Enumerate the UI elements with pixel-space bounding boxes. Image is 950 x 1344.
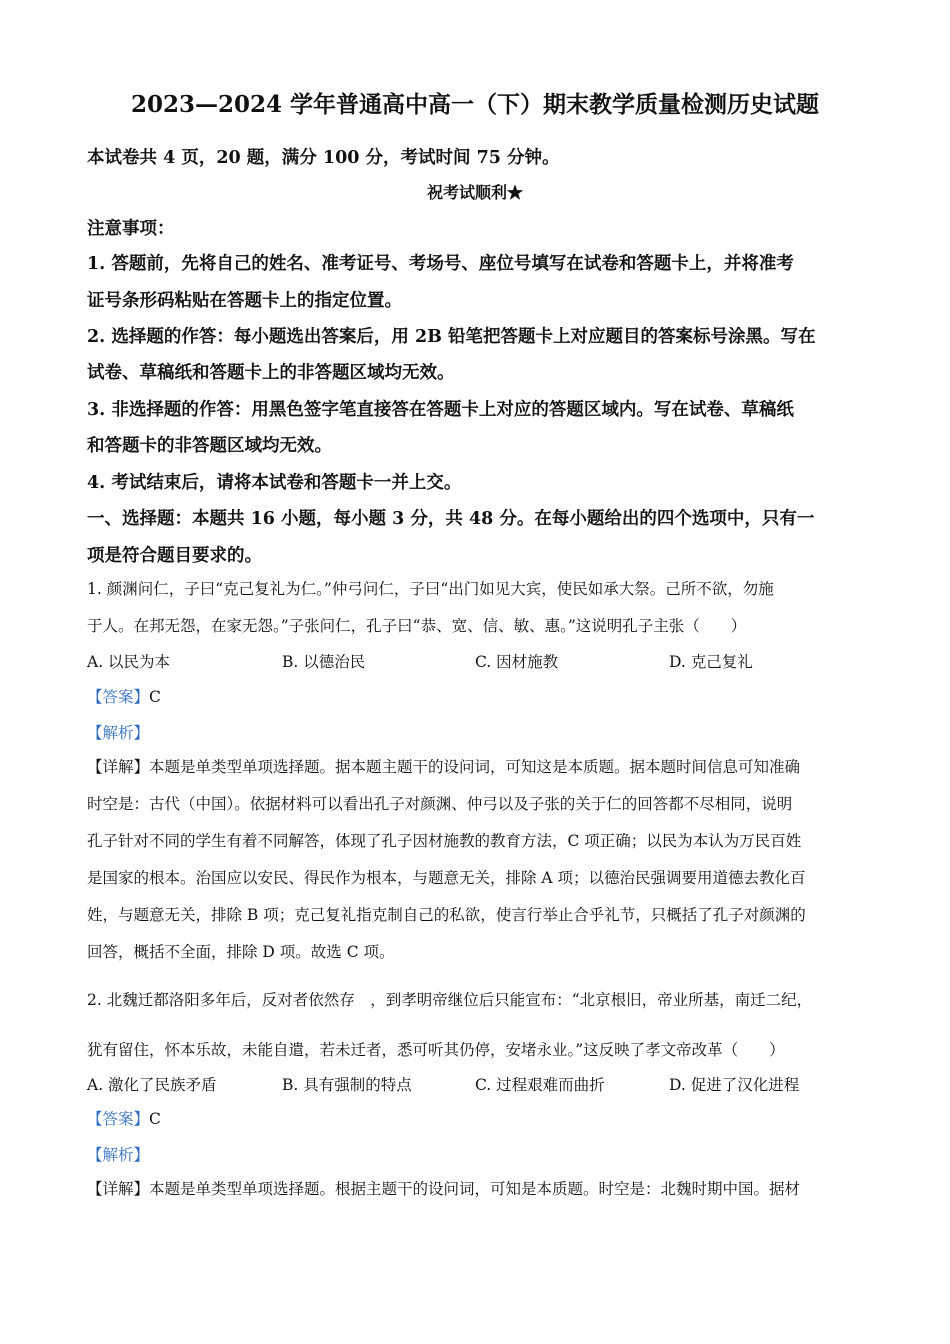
- notice-line: 试卷、草稿纸和答题卡上的非答题区域均无效。: [87, 363, 455, 383]
- q2-answer-value: C: [149, 1110, 161, 1128]
- section-heading: 一、选择题：本题共 16 小题，每小题 3 分，共 48 分。在每小题给出的四个选项中，只有一: [87, 509, 815, 529]
- notice-heading: 注意事项：: [87, 219, 175, 239]
- detail-tag: 【详解】: [87, 758, 150, 776]
- q1-analysis-tag: 【解析】: [87, 724, 150, 742]
- q1-stem-line: 于人。在邦无怨，在家无怨。”子张问仁，孔子曰“恭、宽、信、敏、惠。”这说明孔子主张（ ）: [87, 617, 747, 635]
- q1-stem-line: 1. 颜渊问仁，子曰“克己复礼为仁。”仲弓问仁，子曰“出门如见大宾，使民如承大祭。己所不欲，勿施: [87, 580, 774, 598]
- notice-line: 3. 非选择题的作答：用黑色签字笔直接答在答题卡上对应的答题区域内。写在试卷、草稿纸: [87, 400, 794, 420]
- q2-stem-line: 犹有留住，怀本乐故，未能自遣，若未迁者，悉可听其仍停，安堵永业。”这反映了孝文帝改革（ ）: [87, 1041, 785, 1059]
- notice-line: 证号条形码粘贴在答题卡上的指定位置。: [87, 291, 402, 311]
- q2-answer: [87, 1107, 161, 1129]
- q1-option-a: A. 以民为本: [87, 653, 171, 671]
- q2-detail-line: 【详解】本题是单类型单项选择题。根据主题干的设问词，可知是本质题。时空是：北魏时期中国。据材: [87, 1180, 801, 1198]
- detail-tag: 【详解】: [87, 1180, 150, 1198]
- answer-tag: 【答案】: [87, 688, 150, 706]
- q2-option-b: B. 具有强制的特点: [282, 1076, 412, 1094]
- q2-stem-line: 2. 北魏迁都洛阳多年后，反对者依然存 ，到孝明帝继位后只能宣布：“北京根旧，帝业所基，南迁二纪，: [87, 991, 813, 1009]
- q1-detail-line: 姓，与题意无关，排除 B 项；克己复礼指克制自己的私欲，使言行举止合乎礼节，只概括了孔子对颜渊的: [87, 906, 806, 924]
- section-heading-cont: 项是符合题目要求的。: [87, 546, 262, 566]
- q1-detail-line: 【详解】本题是单类型单项选择题。据本题主题干的设问词，可知这是本质题。据本题时间信息可知准确: [87, 758, 801, 776]
- q1-detail-line: 时空是：古代（中国）。依据材料可以看出孔子对颜渊、仲弓以及子张的关于仁的回答都不尽相同，说明: [87, 795, 793, 813]
- notice-line: 和答题卡的非答题区域均无效。: [87, 436, 332, 456]
- q2-option-a: A. 激化了民族矛盾: [87, 1076, 217, 1094]
- q1-option-b: B. 以德治民: [282, 653, 366, 671]
- q1-answer-value: C: [149, 688, 161, 706]
- q1-detail-line: 回答，概括不全面，排除 D 项。故选 C 项。: [87, 943, 395, 961]
- q1-option-c: C. 因材施教: [475, 653, 559, 671]
- q1-option-d: D. 克己复礼: [669, 653, 753, 671]
- answer-tag: 【答案】: [87, 1110, 150, 1128]
- page-title: 2023—2024 学年普通高中高一（下）期末教学质量检测历史试题: [130, 91, 820, 118]
- q1-detail-line: 孔子针对不同的学生有着不同解答，体现了孔子因材施教的教育方法，C 项正确；以民为本认为万民百姓: [87, 832, 802, 850]
- q2-option-d: D. 促进了汉化进程: [669, 1076, 800, 1094]
- q2-option-c: C. 过程艰难而曲折: [475, 1076, 605, 1094]
- notice-line: 2. 选择题的作答：每小题选出答案后，用 2B 铅笔把答题卡上对应题目的答案标号涂黑。写在: [87, 327, 816, 347]
- exam-intro: 本试卷共 4 页，20 题，满分 100 分，考试时间 75 分钟。: [87, 148, 560, 168]
- q2-analysis-tag: 【解析】: [87, 1146, 150, 1164]
- q1-answer: [87, 685, 161, 707]
- blessing-text: 祝考试顺利★: [426, 183, 523, 202]
- q1-detail-line: 是国家的根本。治国应以安民、得民作为根本，与题意无关，排除 A 项；以德治民强调要用道德去教化百: [87, 869, 806, 887]
- notice-line: 4. 考试结束后，请将本试卷和答题卡一并上交。: [87, 473, 462, 493]
- notice-line: 1. 答题前，先将自己的姓名、准考证号、考场号、座位号填写在试卷和答题卡上，并将准考: [87, 254, 794, 274]
